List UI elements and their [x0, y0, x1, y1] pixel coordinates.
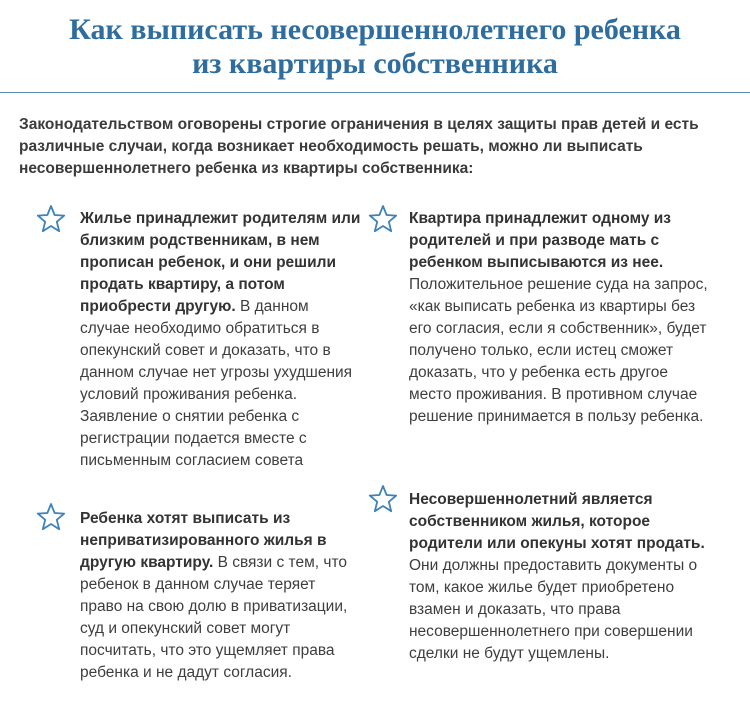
star-icon — [368, 204, 398, 234]
page-title — [0, 0, 750, 81]
star-icon — [36, 204, 66, 234]
item-heading: Несовершеннолетний является собственником жилья, которое родители или опекуны хотят продать. — [409, 491, 705, 552]
item-heading: Жилье принадлежит родителям или близким родственникам, в нем прописан ребенок, и они решили продать квартиру, а потом приобрести другую. — [80, 210, 361, 315]
intro-paragraph: Законодательством оговорены строгие ограничения в целях защиты прав детей и есть различные случаи, когда возникает необходимость решать, можно ли выписать несовершеннолетнего ребенка из квартиры собственника: — [19, 116, 699, 177]
item-text: В данном случае необходимо обратиться в опекунский совет и доказать, что в данном случае нет угрозы ухудшения условий проживания ребенка. Заявление о снятии ребенка с регистрации подается вместе с письменным согласием совета — [80, 298, 353, 469]
title-line-1: Как выписать несовершеннолетнего ребенка — [69, 13, 681, 46]
item-text: Положительное решение суда на запрос, «как выписать ребенка из квартиры без его согласия, если я собственник», будет получено только, если истец сможет доказать, что у ребенка есть другое место проживания. В противном случае решение принимается в пользу ребенка. — [409, 276, 708, 425]
list-item — [80, 208, 362, 472]
list-item — [409, 208, 711, 428]
item-heading: Квартира принадлежит одному из родителей и при разводе мать с ребенком выписываются из нее. — [409, 210, 671, 271]
list-item — [409, 489, 711, 665]
title-divider — [0, 92, 750, 93]
title-line-2: из квартиры собственника — [192, 47, 558, 80]
list-item — [80, 508, 348, 684]
star-icon — [368, 484, 398, 514]
item-heading: Ребенка хотят выписать из неприватизированного жилья в другую квартиру. — [80, 510, 327, 571]
item-text: Они должны предоставить документы о том, какое жилье будет приобретено взамен и доказать, что права несовершеннолетнего при совершении сделки не будут ущемлены. — [409, 557, 698, 662]
star-icon — [36, 502, 66, 532]
item-text: В связи с тем, что ребенок в данном случае теряет право на свою долю в приватизации, суд и опекунский совет могут посчитать, что это ущемляет права ребенка и не дадут согласия. — [80, 554, 348, 681]
